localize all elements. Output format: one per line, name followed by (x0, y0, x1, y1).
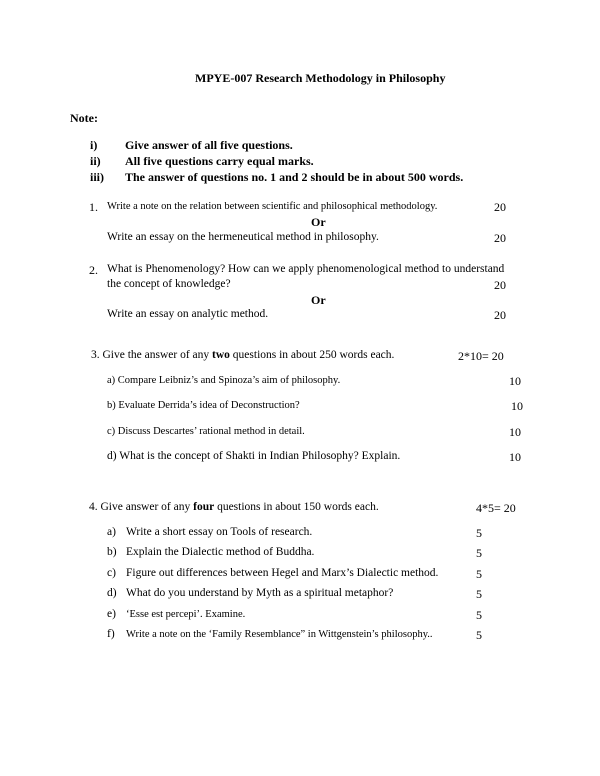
question-1b-marks: 20 (494, 231, 506, 245)
question-2b-text: Write an essay on analytic method. (107, 308, 269, 320)
question-4-item-marks: 5 (476, 546, 482, 560)
question-3-intro: 3. Give the answer of any two questions in about 250 words each. (91, 349, 395, 361)
question-4-item-label: e) (107, 608, 116, 620)
question-4-total: 4*5= 20 (476, 501, 516, 515)
question-4-item: Write a short essay on Tools of research. (126, 526, 313, 538)
question-3-item-marks: 10 (509, 450, 521, 464)
note-item-text: The answer of questions no. 1 and 2 should be in about 500 words. (125, 170, 464, 184)
question-2a-marks: 20 (494, 278, 506, 292)
question-number: 1. (89, 200, 98, 214)
page-title: MPYE-007 Research Methodology in Philosophy (195, 71, 446, 85)
question-1a-marks: 20 (494, 200, 506, 214)
question-1b-text: Write an essay on the hermeneutical method in philosophy. (107, 231, 379, 243)
question-4-item-marks: 5 (476, 587, 482, 601)
question-4-item: Explain the Dialectic method of Buddha. (126, 546, 315, 558)
note-item-number: i) (90, 138, 98, 152)
question-2b-marks: 20 (494, 308, 506, 322)
question-4-item: What do you understand by Myth as a spiritual metaphor? (126, 587, 394, 599)
question-3-item: b) Evaluate Derrida’s idea of Deconstruction? (107, 400, 300, 411)
question-4-item-marks: 5 (476, 567, 482, 581)
question-4-item-marks: 5 (476, 608, 482, 622)
question-number: 2. (89, 263, 98, 277)
question-2a-text-line1: What is Phenomenology? How can we apply phenomenological method to understand (107, 263, 505, 275)
note-heading: Note: (70, 111, 98, 125)
or-separator: Or (311, 293, 326, 307)
question-3-item-marks: 10 (511, 399, 523, 413)
question-4-item: ‘Esse est percepi’. Examine. (126, 609, 246, 620)
question-4-item: Figure out differences between Hegel and Marx’s Dialectic method. (126, 567, 439, 579)
question-3-total: 2*10= 20 (458, 349, 504, 363)
question-4-item-marks: 5 (476, 526, 482, 540)
question-4-item-label: c) (107, 567, 116, 579)
question-4-item-label: a) (107, 526, 116, 538)
question-4-intro: 4. Give answer of any four questions in about 150 words each. (89, 501, 379, 513)
note-item-text: Give answer of all five questions. (125, 138, 293, 152)
question-4-item: Write a note on the ‘Family Resemblance” in Wittgenstein’s philosophy.. (126, 629, 433, 640)
note-item-number: iii) (90, 170, 104, 184)
question-2a-text-line2: the concept of knowledge? (107, 278, 231, 290)
note-item-number: ii) (90, 154, 101, 168)
question-1a-text: Write a note on the relation between scientific and philosophical methodology. (107, 201, 438, 212)
question-4-item-label: f) (107, 628, 115, 640)
question-4-item-label: d) (107, 587, 117, 599)
question-3-item: d) What is the concept of Shakti in Indian Philosophy? Explain. (107, 450, 401, 462)
question-3-item-marks: 10 (509, 425, 521, 439)
question-4-item-label: b) (107, 546, 117, 558)
note-item-text: All five questions carry equal marks. (125, 154, 314, 168)
question-3-item-marks: 10 (509, 374, 521, 388)
question-3-item: a) Compare Leibniz’s and Spinoza’s aim of philosophy. (107, 375, 341, 386)
question-3-item: c) Discuss Descartes’ rational method in detail. (107, 426, 305, 437)
or-separator: Or (311, 215, 326, 229)
question-4-item-marks: 5 (476, 628, 482, 642)
